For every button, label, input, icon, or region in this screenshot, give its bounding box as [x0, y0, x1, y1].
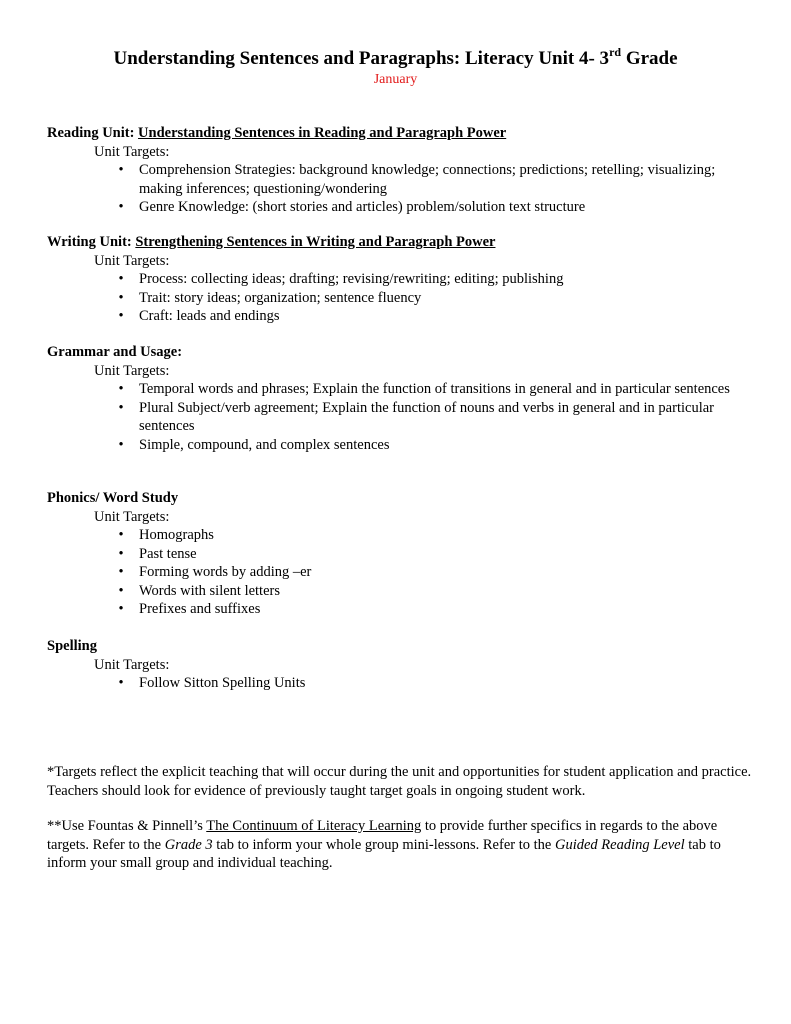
bullet-icon: •	[118, 308, 124, 324]
targets-note: *Targets reflect the explicit teaching that will occur during the unit and opportunities for student application and practice. Teachers should look for evidence of previously taught target goals in ongoing student work.	[47, 764, 752, 799]
writing-subtitle: Strengthening Sentences in Writing and Paragraph Power	[135, 234, 496, 250]
bullet-icon: •	[118, 601, 124, 617]
list-item-text: Words with silent letters	[139, 582, 280, 599]
grammar-heading: Grammar and Usage:	[47, 344, 183, 360]
grammar-targets-label: Unit Targets:	[94, 362, 170, 379]
phonics-target-list	[47, 526, 747, 619]
list-item-text: Past tense	[139, 545, 197, 562]
list-item	[47, 436, 747, 455]
spelling-targets-label: Unit Targets:	[94, 656, 170, 673]
guided-reading-tab-name: Guided Reading Level	[554, 836, 685, 853]
fountas-pinnell-note	[47, 817, 752, 873]
bullet-icon: •	[118, 381, 124, 397]
note-text: **Use Fountas & Pinnell’s	[47, 818, 207, 834]
list-item	[47, 526, 747, 545]
list-item	[47, 545, 747, 564]
list-item	[47, 161, 747, 198]
bullet-icon: •	[118, 545, 124, 562]
bullet-icon: •	[118, 271, 124, 287]
list-item-text: Follow Sitton Spelling Units	[139, 675, 306, 691]
bullet-icon: •	[118, 162, 124, 178]
list-item	[47, 582, 747, 601]
list-item-text: Comprehension Strategies: background knowledge; connections; predictions; retelling; visualizing; making inferences; questioning/wondering	[139, 162, 716, 197]
bullet-icon: •	[118, 199, 124, 215]
list-item-text: Homographs	[139, 527, 214, 543]
grammar-section	[47, 343, 747, 454]
list-item	[47, 380, 747, 399]
list-item	[47, 563, 747, 582]
writing-target-list	[47, 270, 747, 326]
list-item-text: Plural Subject/verb agreement; Explain the function of nouns and verbs in general and in particular sentences	[139, 399, 714, 434]
phonics-heading: Phonics/ Word Study	[47, 490, 179, 506]
list-item-text: Process: collecting ideas; drafting; revising/rewriting; editing; publishing	[139, 271, 564, 287]
grammar-target-list	[47, 380, 747, 454]
writing-heading	[47, 233, 747, 252]
list-item-text: Genre Knowledge: (short stories and articles) problem/solution text structure	[139, 199, 586, 215]
phonics-section	[47, 489, 747, 619]
list-item-text: Simple, compound, and complex sentences	[139, 436, 390, 453]
title-text: Understanding Sentences and Paragraphs: Literacy Unit 4- 3	[113, 48, 610, 69]
title-superscript: rd	[609, 44, 622, 59]
continuum-title: The Continuum of Literacy Learning	[206, 818, 422, 834]
month-subtitle: January	[373, 72, 418, 87]
list-item-text: Forming words by adding –er	[139, 564, 312, 580]
list-item	[47, 289, 747, 308]
bullet-icon: •	[118, 527, 124, 543]
reading-heading	[47, 124, 747, 143]
list-item-text: Prefixes and suffixes	[139, 601, 261, 617]
bullet-icon: •	[118, 564, 124, 580]
list-item-text: Trait: story ideas; organization; sentence fluency	[139, 289, 422, 306]
bullet-icon: •	[118, 289, 124, 306]
writing-label: Writing Unit:	[47, 234, 136, 250]
note-text: to provide further specifics in regards to the above targets. Refer to the	[47, 818, 718, 853]
reading-targets-label: Unit Targets:	[94, 143, 170, 160]
spelling-section	[47, 637, 747, 693]
list-item	[47, 674, 747, 693]
bullet-icon: •	[118, 399, 124, 416]
note-text: tab to inform your whole group mini-lessons. Refer to the	[212, 836, 555, 853]
phonics-targets-label: Unit Targets:	[94, 508, 170, 525]
reading-subtitle: Understanding Sentences in Reading and Paragraph Power	[138, 125, 507, 141]
reading-target-list	[47, 161, 747, 217]
list-item-text: Craft: leads and endings	[139, 308, 280, 324]
list-item	[47, 198, 747, 217]
list-item-text: Temporal words and phrases; Explain the function of transitions in general and in particular sentences	[139, 381, 730, 397]
list-item	[47, 600, 747, 619]
note-text: tab to inform your small group and individual teaching.	[47, 836, 721, 871]
writing-section	[47, 233, 747, 326]
bullet-icon: •	[118, 675, 124, 691]
title-suffix: Grade	[621, 48, 678, 69]
spelling-target-list	[47, 674, 747, 693]
grade-tab-name: Grade 3	[164, 836, 213, 853]
list-item	[47, 399, 747, 436]
page-title	[0, 44, 791, 71]
reading-label: Reading Unit:	[47, 125, 139, 141]
list-item	[47, 307, 747, 326]
spelling-heading: Spelling	[47, 638, 97, 654]
reading-section	[47, 124, 747, 217]
bullet-icon: •	[118, 582, 124, 599]
list-item	[47, 270, 747, 289]
writing-targets-label: Unit Targets:	[94, 252, 170, 269]
bullet-icon: •	[118, 436, 124, 453]
